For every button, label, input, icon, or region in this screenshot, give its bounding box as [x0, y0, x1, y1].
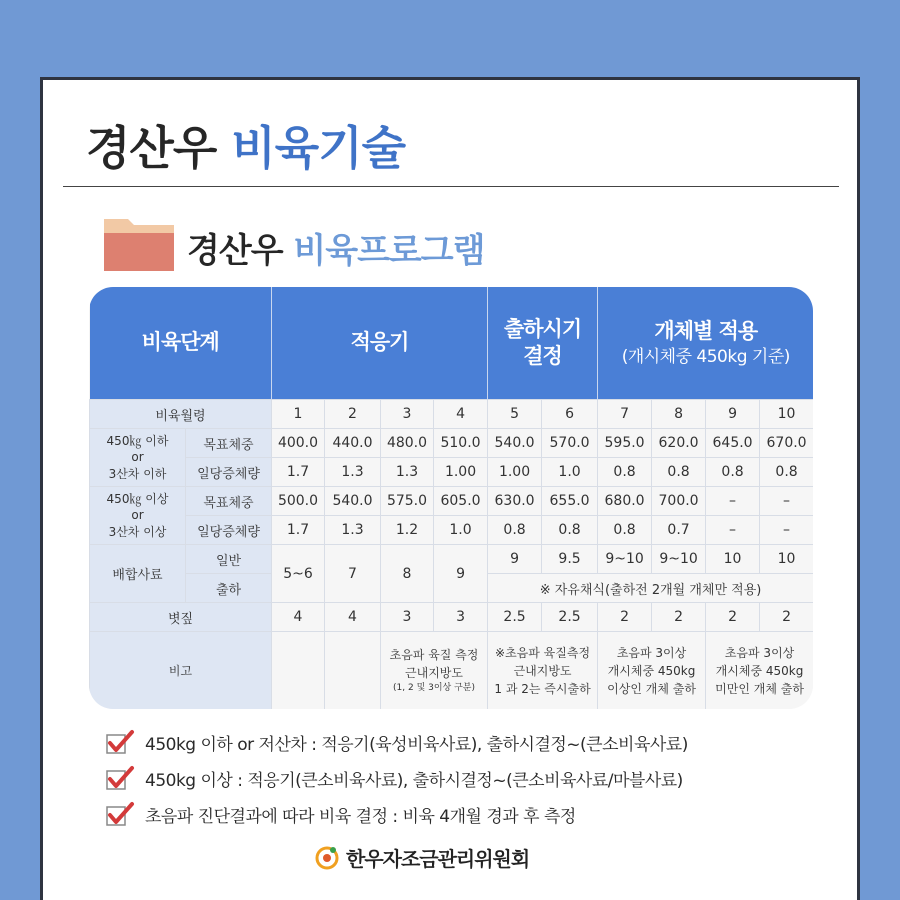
table-row-g1-gain	[90, 458, 814, 487]
header-individual-line2: (개시체중 450kg 기준)	[621, 346, 790, 367]
daily-gain-label: 일당증체량	[186, 458, 272, 487]
group1-label-line1: 450㎏ 이하	[106, 434, 169, 449]
table-cell: 1.3	[381, 458, 434, 487]
remark1-line1: 초음파 육질 측정	[389, 648, 479, 663]
header-individual	[598, 287, 813, 400]
remark2-line3: 1 과 2는 즉시출하	[494, 682, 591, 696]
table-cell: 10	[706, 545, 760, 574]
table-cell: 1.3	[325, 458, 381, 487]
remark3-line2: 개시체중 450kg	[607, 664, 696, 678]
table-cell: 1	[272, 400, 325, 429]
table-cell: 1.7	[272, 458, 325, 487]
content-card	[40, 77, 860, 900]
table-cell: 5~6	[272, 545, 325, 603]
remark-cell-2	[488, 632, 598, 710]
table-cell: –	[760, 516, 813, 545]
table-cell: 480.0	[381, 429, 434, 458]
table-cell: 3	[434, 603, 488, 632]
table-cell: 0.8	[652, 458, 706, 487]
table-cell: 4	[434, 400, 488, 429]
table-cell: 620.0	[652, 429, 706, 458]
footer-org-name: 한우자조금관리위원회	[346, 847, 530, 871]
table-cell: –	[760, 487, 813, 516]
hanwoo-logo-icon	[314, 845, 340, 871]
table-row-remarks	[90, 632, 814, 710]
table-cell: 1.00	[434, 458, 488, 487]
table-cell: 8	[381, 545, 434, 603]
table-cell: 500.0	[272, 487, 325, 516]
table-cell: 570.0	[542, 429, 598, 458]
remark-cell-3	[598, 632, 706, 710]
table-row-straw	[90, 603, 814, 632]
table-cell: 2	[760, 603, 813, 632]
table-row-month	[90, 400, 814, 429]
remark3-line1: 초음파 3이상	[616, 646, 687, 660]
table-cell: 2	[706, 603, 760, 632]
table-cell: 1.0	[434, 516, 488, 545]
feed-label: 배합사료	[90, 545, 186, 603]
table-cell	[272, 632, 325, 710]
table-cell: 700.0	[652, 487, 706, 516]
table-cell: 9~10	[598, 545, 652, 574]
section-subtitle	[187, 223, 484, 272]
table-cell: 4	[272, 603, 325, 632]
table-cell: 2	[325, 400, 381, 429]
program-table	[89, 287, 813, 709]
table-cell: 3	[381, 400, 434, 429]
target-weight-label: 목표체중	[186, 429, 272, 458]
header-adapt: 적응기	[272, 287, 488, 400]
table-cell: 9	[706, 400, 760, 429]
header-stage: 비육단계	[90, 287, 272, 400]
table-cell: 1.3	[325, 516, 381, 545]
notes-list	[105, 724, 688, 832]
list-item	[105, 724, 688, 760]
checkbox-checked-icon	[105, 729, 135, 755]
table-cell	[325, 632, 381, 710]
subtitle-part2: 비육프로그램	[293, 231, 485, 271]
title-part2: 비육기술	[231, 121, 406, 175]
table-cell: 0.8	[488, 516, 542, 545]
remark-cell-4	[706, 632, 813, 710]
table-cell: 10	[760, 400, 813, 429]
table-cell: 3	[381, 603, 434, 632]
remark1-line3: (1, 2 및 3이상 구분)	[393, 683, 476, 694]
table-cell: 6	[542, 400, 598, 429]
remark4-line2: 개시체중 450kg	[715, 664, 804, 678]
list-item	[105, 760, 688, 796]
group1-label-line3: 3산차 이하	[108, 466, 167, 481]
table-cell: 5	[488, 400, 542, 429]
group1-label	[90, 429, 186, 487]
table-cell: 680.0	[598, 487, 652, 516]
table-cell: 1.00	[488, 458, 542, 487]
table-cell: 440.0	[325, 429, 381, 458]
remark3-line3: 이상인 개체 출하	[607, 682, 696, 696]
remark4-line1: 초음파 3이상	[724, 646, 795, 660]
table-cell: 2	[652, 603, 706, 632]
table-cell: 0.8	[598, 516, 652, 545]
feed-general-label: 일반	[186, 545, 272, 574]
table-cell: 605.0	[434, 487, 488, 516]
header-decide-line2: 결정	[523, 344, 562, 368]
table-cell: –	[706, 516, 760, 545]
table-cell: 7	[598, 400, 652, 429]
table-cell: 4	[325, 603, 381, 632]
table-cell: 510.0	[434, 429, 488, 458]
target-weight-label: 목표체중	[186, 487, 272, 516]
checkbox-checked-icon	[105, 801, 135, 827]
table-cell: 575.0	[381, 487, 434, 516]
table-cell: 0.8	[706, 458, 760, 487]
feed-ship-label: 출하	[186, 574, 272, 603]
title-part1: 경산우	[86, 121, 217, 175]
remark1-line2: 근내지방도	[405, 666, 463, 681]
group2-label-line2: or	[131, 508, 144, 523]
table-cell: 8	[652, 400, 706, 429]
header-individual-line1: 개체별 적용	[654, 319, 758, 344]
remark-cell-1	[381, 632, 488, 710]
table-cell: 9	[488, 545, 542, 574]
group2-label-line3: 3산차 이상	[108, 524, 167, 539]
table-cell: 1.7	[272, 516, 325, 545]
table-row-feed-general	[90, 545, 814, 574]
page-title	[86, 112, 405, 178]
table-cell: 10	[760, 545, 813, 574]
header-decide-line1: 출하시기	[503, 316, 582, 341]
table-cell: 630.0	[488, 487, 542, 516]
table-cell: 2.5	[542, 603, 598, 632]
title-divider	[63, 186, 839, 187]
table-row-g1-target	[90, 429, 814, 458]
table-row-g2-gain	[90, 516, 814, 545]
program-table-container	[89, 287, 813, 709]
subtitle-part1: 경산우	[187, 231, 283, 271]
table-cell: 670.0	[760, 429, 813, 458]
table-cell: 655.0	[542, 487, 598, 516]
table-cell: 9~10	[652, 545, 706, 574]
checkbox-checked-icon	[105, 765, 135, 791]
table-cell: 0.8	[598, 458, 652, 487]
daily-gain-label: 일당증체량	[186, 516, 272, 545]
table-cell: 400.0	[272, 429, 325, 458]
table-cell: 540.0	[488, 429, 542, 458]
table-header-row	[90, 287, 814, 400]
table-cell: 645.0	[706, 429, 760, 458]
list-item	[105, 796, 688, 832]
row-label-month: 비육월령	[90, 400, 272, 429]
group1-label-line2: or	[131, 450, 144, 465]
folder-icon	[104, 215, 174, 271]
table-cell: 7	[325, 545, 381, 603]
table-row-g2-target	[90, 487, 814, 516]
table-cell: 2	[598, 603, 652, 632]
table-cell: 595.0	[598, 429, 652, 458]
header-decide	[488, 287, 598, 400]
table-cell: 0.8	[542, 516, 598, 545]
remark4-line3: 미만인 개체 출하	[715, 682, 804, 696]
table-cell: 9	[434, 545, 488, 603]
table-cell: –	[706, 487, 760, 516]
table-cell: 0.7	[652, 516, 706, 545]
note-text: 초음파 진단결과에 따라 비육 결정 : 비육 4개월 경과 후 측정	[145, 806, 576, 827]
straw-label: 볏짚	[90, 603, 272, 632]
table-cell: 0.8	[760, 458, 813, 487]
table-cell: 2.5	[488, 603, 542, 632]
remark2-line1: ※초음파 육질측정	[495, 646, 591, 660]
feed-ship-note: ※ 자유채식(출하전 2개월 개체만 적용)	[488, 574, 813, 603]
remarks-label: 비고	[90, 632, 272, 710]
group2-label	[90, 487, 186, 545]
note-text: 450kg 이하 or 저산차 : 적응기(육성비육사료), 출하시결정~(큰소비육사료)	[145, 734, 688, 755]
note-text: 450kg 이상 : 적응기(큰소비육사료), 출하시결정~(큰소비육사료/마블사료)	[145, 770, 683, 791]
table-cell: 540.0	[325, 487, 381, 516]
table-cell: 1.0	[542, 458, 598, 487]
table-cell: 9.5	[542, 545, 598, 574]
remark2-line2: 근내지방도	[513, 664, 572, 678]
group2-label-line1: 450㎏ 이상	[106, 492, 169, 507]
table-cell: 1.2	[381, 516, 434, 545]
footer-logo	[314, 843, 529, 872]
